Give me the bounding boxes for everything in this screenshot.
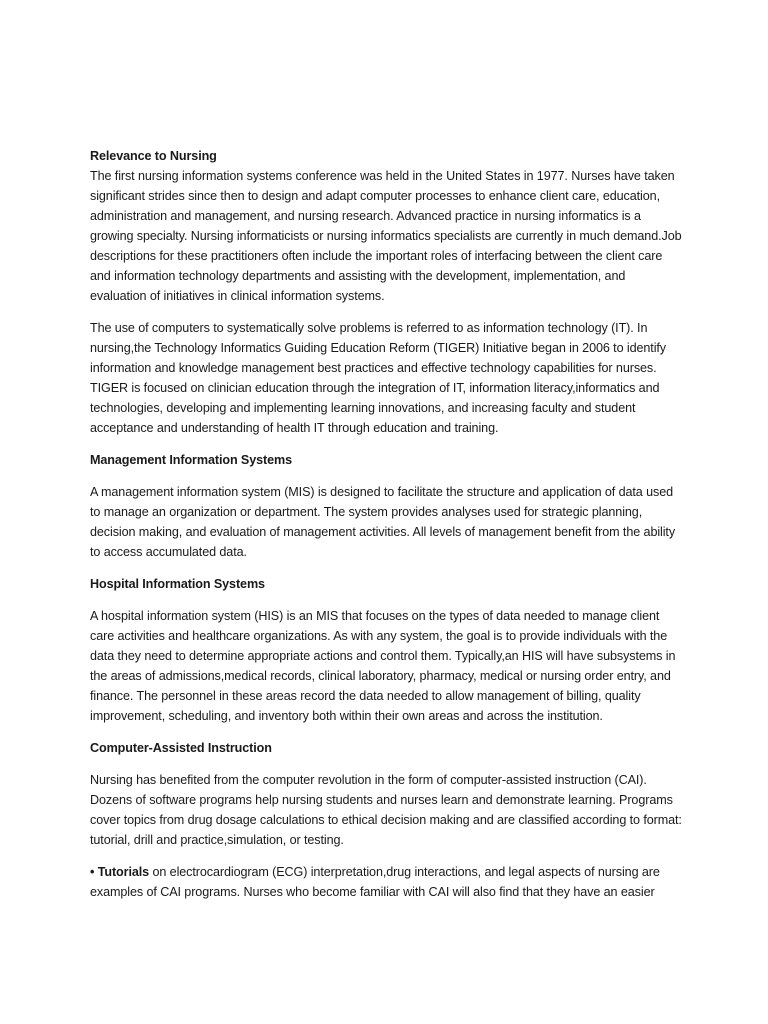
- paragraph-relevance-1: The first nursing information systems conference was held in the United States in 1977. Nurses have taken significant strides since then to design and adapt computer processes to enhance client care, education, administration and management, and nursing research. Advanced practice in nursing informatics is a growing specialty. Nursing informaticists or nursing informatics specialists are currently in much demand.Job descriptions for these practitioners often include the important roles of interfacing between the client care and information technology departments and assisting with the development, implementation, and evaluation of initiatives in clinical information systems.: [90, 169, 682, 303]
- document-page: [90, 146, 682, 902]
- bullet-tutorials: [90, 862, 682, 902]
- heading-computer-assisted-instruction: Computer-Assisted Instruction: [90, 741, 272, 755]
- bullet-lead-tutorials: • Tutorials: [90, 865, 150, 879]
- bullet-text-tutorials: on electrocardiogram (ECG) interpretation,drug interactions, and legal aspects of nursing are examples of CAI programs. Nurses who become familiar with CAI will also find that they have an easier: [90, 865, 660, 899]
- paragraph-mis: A management information system (MIS) is designed to facilitate the structure and application of data used to manage an organization or department. The system provides analyses used for strategic planning, decision making, and evaluation of management activities. All levels of management benefit from the ability to access accumulated data.: [90, 485, 676, 559]
- heading-hospital-information-systems: Hospital Information Systems: [90, 577, 265, 591]
- heading-relevance-to-nursing: Relevance to Nursing: [90, 149, 217, 163]
- paragraph-his: A hospital information system (HIS) is an MIS that focuses on the types of data needed to manage client care activities and healthcare organizations. As with any system, the goal is to provide individuals with the data they need to determine appropriate actions and control them. Typically,an HIS will have subsystems in the areas of admissions,medical records, clinical laboratory, pharmacy, medical or nursing order entry, and finance. The personnel in these areas record the data needed to allow management of billing, quality improvement, scheduling, and inventory both within their own areas and across the institution.: [90, 609, 676, 723]
- paragraph-cai: Nursing has benefited from the computer revolution in the form of computer-assisted instruction (CAI). Dozens of software programs help nursing students and nurses learn and demonstrate learning. Programs cover topics from drug dosage calculations to ethical decision making and are classified according to format: tutorial, drill and practice,simulation, or testing.: [90, 773, 682, 847]
- paragraph-relevance-2: The use of computers to systematically solve problems is referred to as information technology (IT). In nursing,the Technology Informatics Guiding Education Reform (TIGER) Initiative began in 2006 to identify information and knowledge management best practices and effective technology capabilities for nurses. TIGER is focused on clinician education through the integration of IT, information literacy,informatics and technologies, developing and implementing learning innovations, and increasing faculty and student acceptance and understanding of health IT through education and training.: [90, 321, 666, 435]
- heading-management-information-systems: Management Information Systems: [90, 453, 293, 467]
